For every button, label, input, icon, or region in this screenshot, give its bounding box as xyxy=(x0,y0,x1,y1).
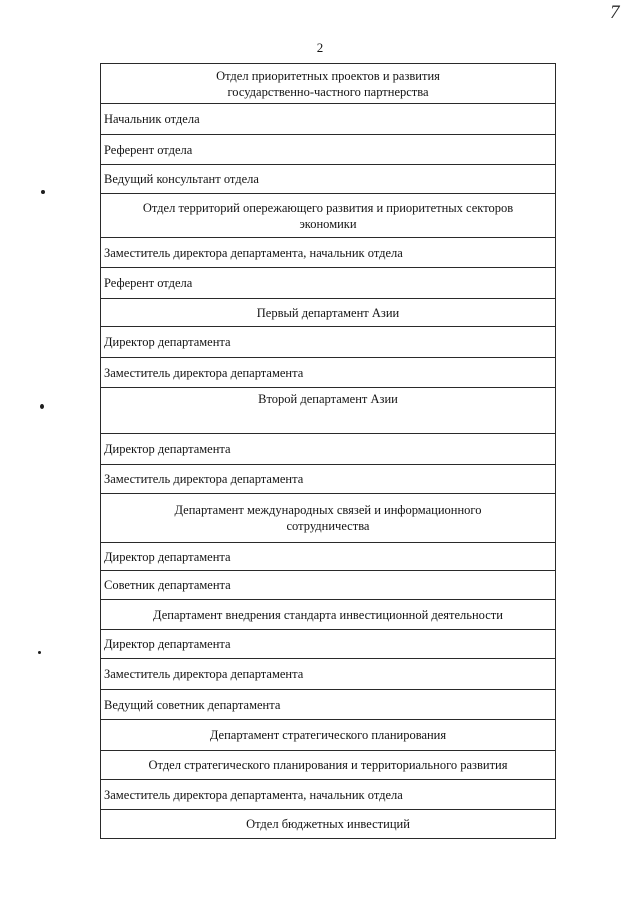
page-number: 2 xyxy=(316,40,324,55)
table-row xyxy=(101,194,556,238)
table-row xyxy=(101,104,556,135)
position-cell: Заместитель директора департамента, начальник отдела xyxy=(101,780,556,810)
table-row xyxy=(101,165,556,194)
table-row xyxy=(101,720,556,751)
position-cell: Заместитель директора департамента xyxy=(101,659,556,690)
table-row xyxy=(101,64,556,104)
position-cell: Начальник отдела xyxy=(101,104,556,135)
department-heading: Первый департамент Азии xyxy=(101,299,556,327)
table-row xyxy=(101,327,556,358)
table-row xyxy=(101,690,556,720)
position-cell: Директор департамента xyxy=(101,434,556,465)
position-cell: Заместитель директора департамента xyxy=(101,358,556,388)
position-cell: Референт отдела xyxy=(101,135,556,165)
table-row xyxy=(101,494,556,543)
department-heading: Департамент стратегического планирования xyxy=(101,720,556,751)
table-row xyxy=(101,630,556,659)
scan-speck xyxy=(41,190,45,194)
position-cell: Ведущий советник департамента xyxy=(101,690,556,720)
scan-speck xyxy=(38,651,41,654)
table-row xyxy=(101,135,556,165)
department-heading: Департамент внедрения стандарта инвестиционной деятельности xyxy=(101,600,556,630)
handwritten-page-mark: 7 xyxy=(610,2,620,23)
table-row xyxy=(101,299,556,327)
department-heading: Отдел территорий опережающего развития и приоритетных секторов экономики xyxy=(101,194,556,238)
position-cell: Ведущий консультант отдела xyxy=(101,165,556,194)
position-cell: Советник департамента xyxy=(101,571,556,600)
table-row xyxy=(101,571,556,600)
table-row xyxy=(101,465,556,494)
table-row xyxy=(101,751,556,780)
scan-speck xyxy=(40,404,44,409)
position-cell: Директор департамента xyxy=(101,543,556,571)
position-cell: Референт отдела xyxy=(101,268,556,299)
table-row xyxy=(101,810,556,839)
department-heading: Второй департамент Азии xyxy=(101,388,556,434)
position-cell: Заместитель директора департамента, начальник отдела xyxy=(101,238,556,268)
table-row xyxy=(101,600,556,630)
department-heading: Отдел приоритетных проектов и развития государственно-частного партнерства xyxy=(101,64,556,104)
table-row xyxy=(101,434,556,465)
position-cell: Заместитель директора департамента xyxy=(101,465,556,494)
position-cell: Директор департамента xyxy=(101,630,556,659)
table-row xyxy=(101,268,556,299)
table-row xyxy=(101,238,556,268)
table-row xyxy=(101,659,556,690)
table-row xyxy=(101,780,556,810)
department-heading: Департамент международных связей и информационного сотрудничества xyxy=(101,494,556,543)
table-row xyxy=(101,388,556,434)
position-cell: Директор департамента xyxy=(101,327,556,358)
positions-table xyxy=(100,63,556,839)
table-row xyxy=(101,543,556,571)
table-row xyxy=(101,358,556,388)
department-heading: Отдел стратегического планирования и территориального развития xyxy=(101,751,556,780)
department-heading: Отдел бюджетных инвестиций xyxy=(101,810,556,839)
